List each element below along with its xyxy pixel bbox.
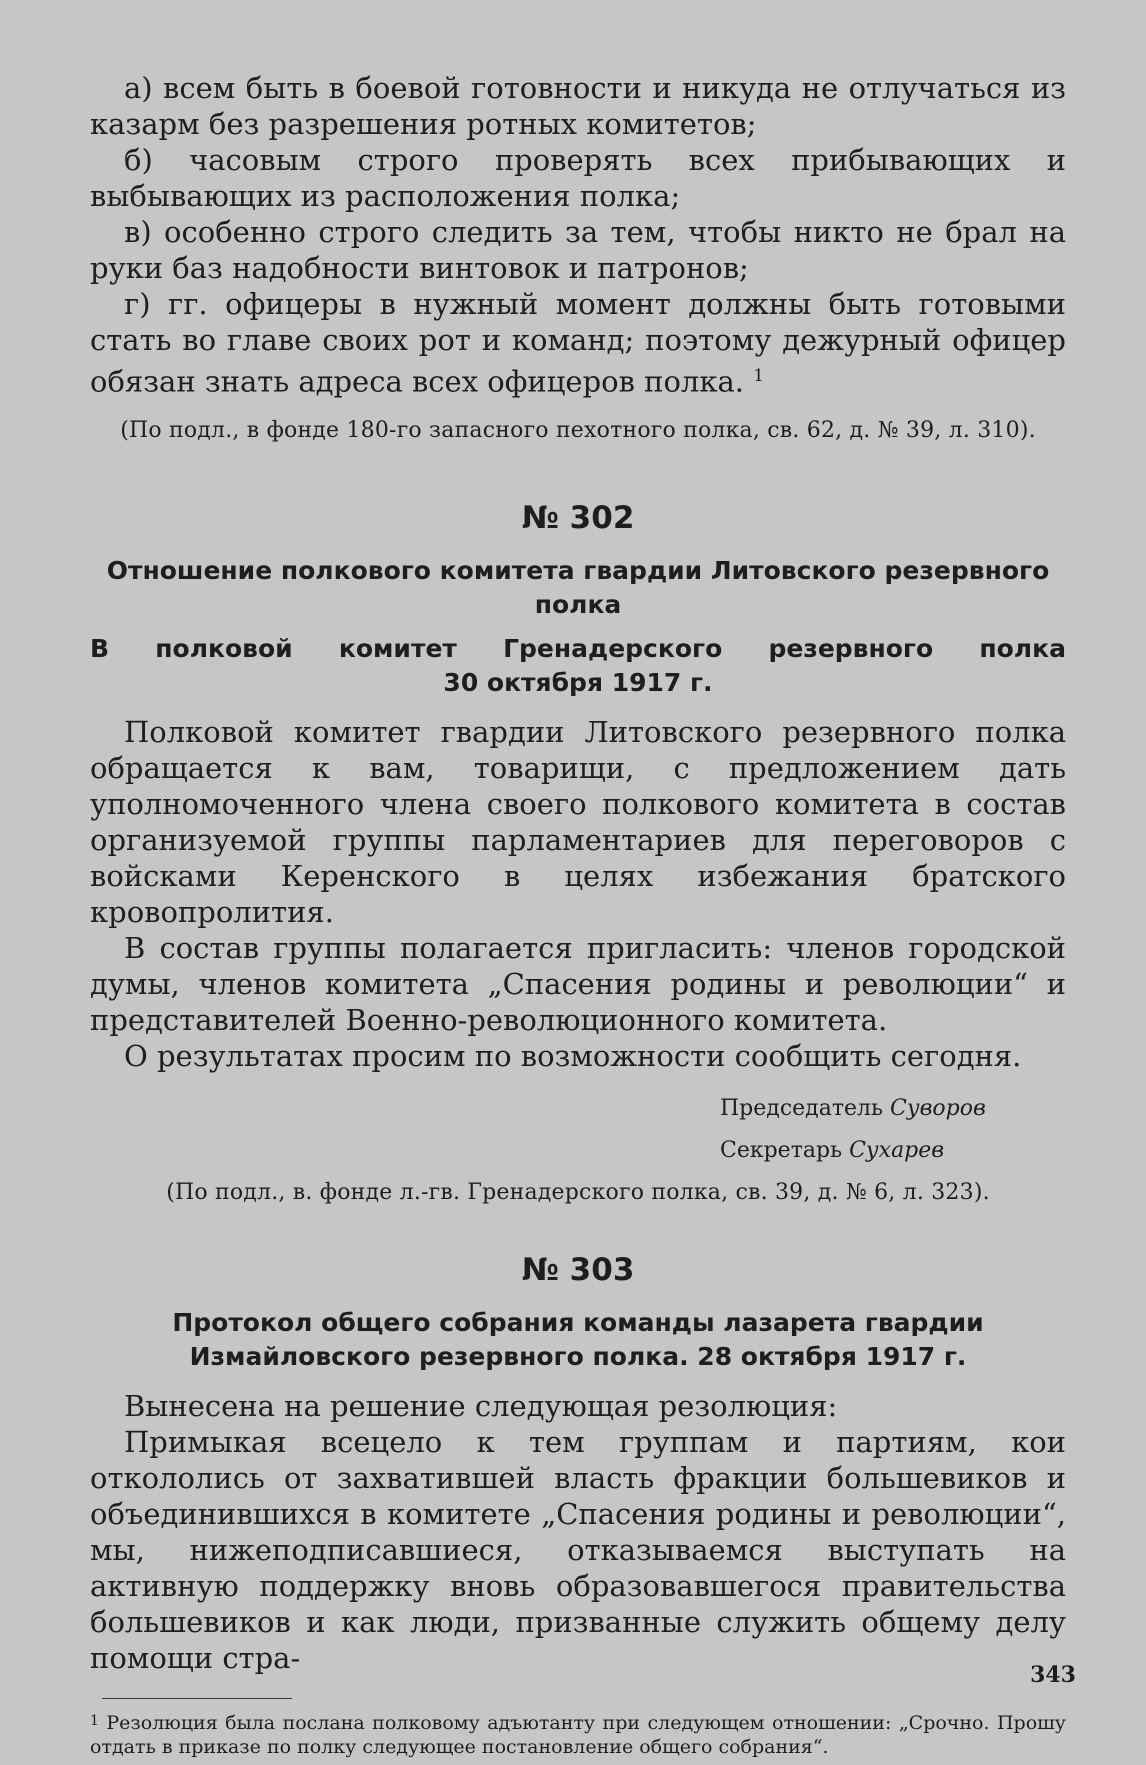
doc-number-302: № 302 <box>521 499 635 536</box>
doc-body-303 <box>90 1388 1066 1676</box>
signature-name: Суворов <box>889 1095 986 1121</box>
page-number: 343 <box>1030 1662 1076 1688</box>
doc-date-302: 30 октября 1917 г. <box>443 667 713 697</box>
list-item-d-text: г) гг. офицеры в нужный момент должны быть готовыми стать во главе своих рот и команд; поэтому дежурный офицер обязан знать адреса всех офицеров полка. <box>90 287 1066 399</box>
doc-heading-303: Протокол общего собрания команды лазарета гвардии Измайловского резервного полка. 28 октября 1917 г. <box>172 1307 984 1371</box>
page <box>90 70 1066 1759</box>
paragraph: Полковой комитет гвардии Литовского резервного полка обращается к вам, товарищи, с предложением дать уполномоченного члена своего полкового комитета в состав организуемой группы парламентариев для переговоров с войсками Керенского в целях избежания братского кровопролития. <box>90 714 1066 929</box>
list-item-d <box>90 286 1066 400</box>
list-item-b: б) часовым строго проверять всех прибывающих и выбывающих из расположения полка; <box>90 143 1066 213</box>
paragraph: Примыкая всецело к тем группам и партиям, кои откололись от захватившей власть фракции большевиков и объединившихся в комитете „Спасения родины и революции“, мы, нижеподписавшиеся, отказываемся выступать на активную поддержку вновь образовавшегося правительства большевиков и как люди, призванные служить общему делу помощи стра- <box>90 1424 1066 1675</box>
addressee-word: Гренадерского <box>503 633 723 663</box>
footnote <box>90 1709 1066 1759</box>
doc-heading-302: Отношение полкового комитета гвардии Литовского резервного полка <box>106 555 1050 619</box>
addressee-word: резервного <box>768 633 934 663</box>
doc-number-303: № 303 <box>521 1251 635 1288</box>
signatures-302 <box>90 1088 1066 1172</box>
signature-chairman <box>720 1088 1066 1130</box>
footnote-mark: 1 <box>90 1712 99 1729</box>
addressee-word: комитет <box>338 633 457 663</box>
paragraph: В состав группы полагается пригласить: членов городской думы, членов комитета „Спасения родины и революции“ и представителей Военно-революционного комитета. <box>90 930 1066 1037</box>
footnote-ref: 1 <box>753 366 765 386</box>
addressee-word: полковой <box>155 633 293 663</box>
addressee-word: полка <box>979 633 1066 663</box>
footnote-text: Резолюция была послана полковому адъютанту при следующем отношении: „Срочно. Прошу отдать в приказе по полку следующее постановление общего собрания“. <box>90 1711 1066 1758</box>
signature-title: Председатель <box>720 1095 883 1121</box>
continuation-list <box>90 70 1066 400</box>
paragraph: Вынесена на решение следующая резолюция: <box>124 1388 838 1423</box>
doc-body-302 <box>90 714 1066 1074</box>
signature-name: Сухарев <box>849 1137 945 1163</box>
paragraph: О результатах просим по возможности сообщить сегодня. <box>124 1038 1022 1073</box>
doc-addressee-302 <box>90 632 1066 700</box>
footnote-divider <box>102 1698 292 1699</box>
addressee-word: В <box>90 633 110 663</box>
source-note-302: (По подл., в. фонде л.-гв. Гренадерского полка, св. 39, д. № 6, л. 323). <box>166 1179 990 1205</box>
source-note-301: (По подл., в фонде 180-го запасного пехотного полка, св. 62, д. № 39, л. 310). <box>120 417 1036 443</box>
list-item-c: в) особенно строго следить за тем, чтобы никто не брал на руки баз надобности винтовок и патронов; <box>90 215 1066 285</box>
signature-secretary <box>720 1130 1066 1172</box>
list-item-a: а) всем быть в боевой готовности и никуда не отлучаться из казарм без разрешения ротных комитетов; <box>90 71 1066 141</box>
signature-title: Секретарь <box>720 1137 843 1163</box>
